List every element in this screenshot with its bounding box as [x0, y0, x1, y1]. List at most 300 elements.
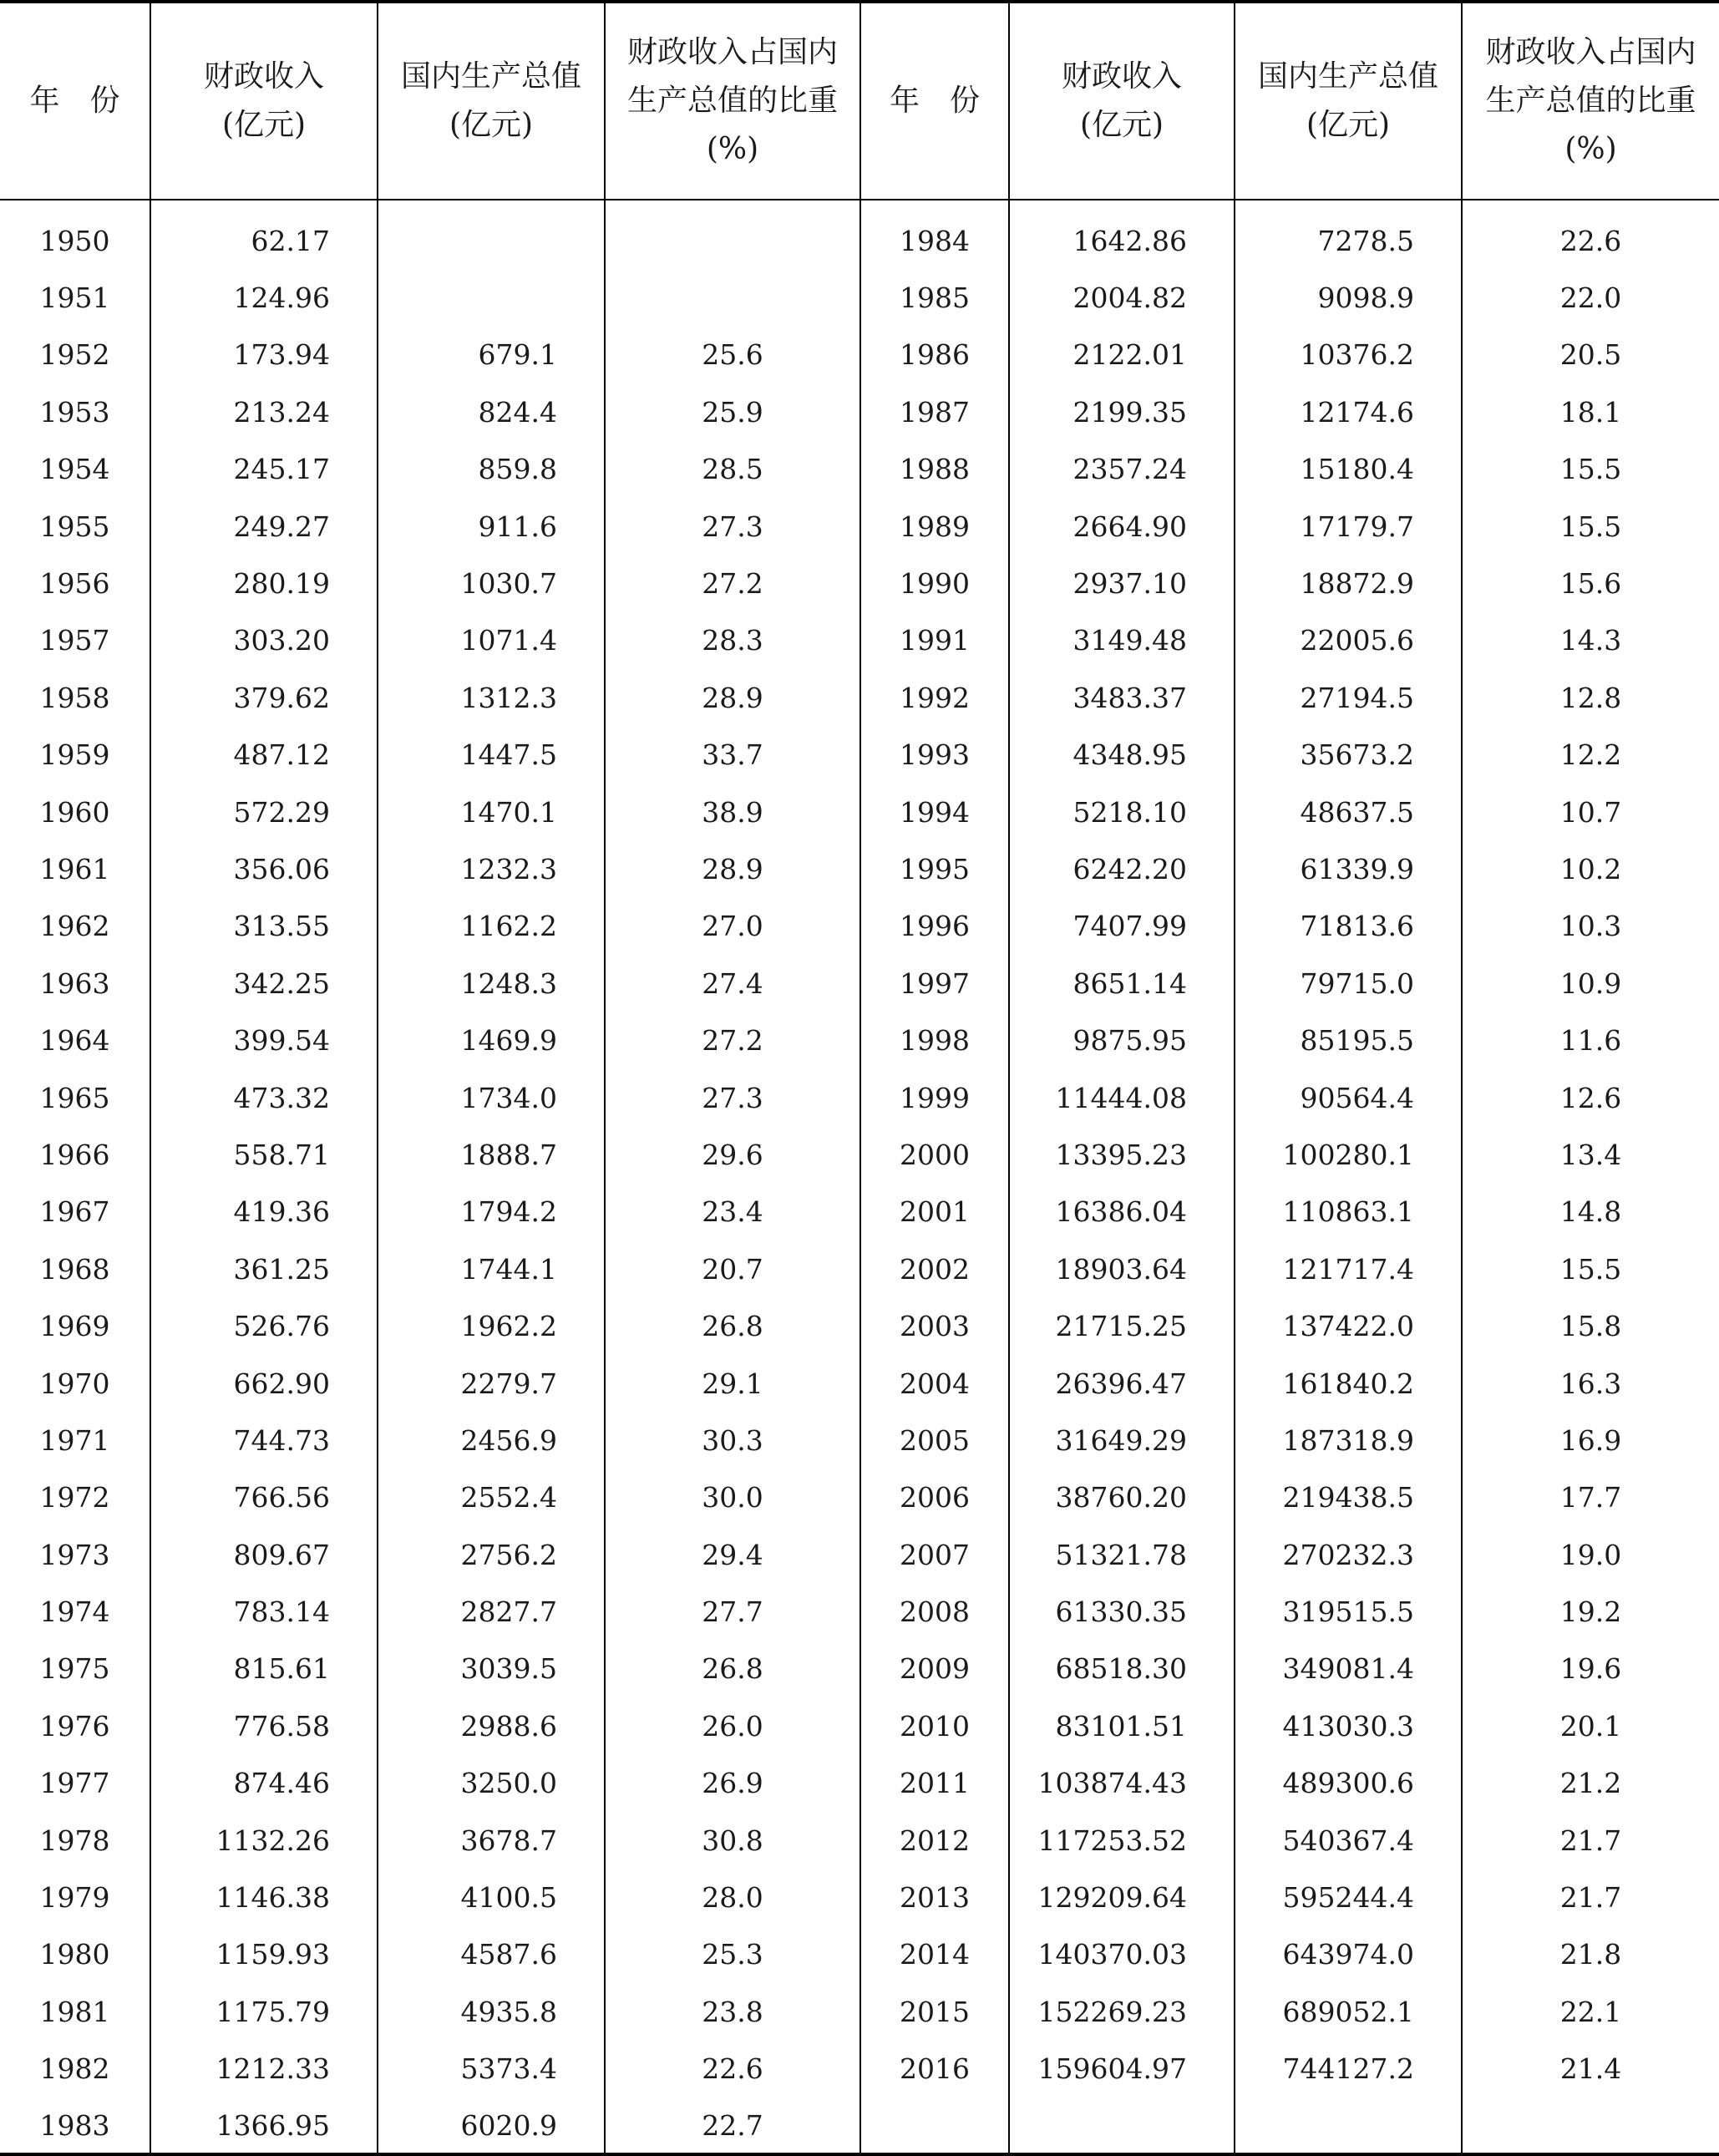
right-revenue-cell: 5218.10 — [1009, 784, 1235, 840]
right-ratio-cell: 15.8 — [1462, 1297, 1719, 1354]
right-revenue-cell: 26396.47 — [1009, 1355, 1235, 1412]
right-revenue-cell: 2664.90 — [1009, 498, 1235, 555]
right-year-cell — [860, 2098, 1009, 2154]
left-year-cell: 1966 — [39, 1138, 110, 1171]
right-year-cell: 1999 — [860, 1069, 1009, 1126]
right-gdp-cell: 540367.4 — [1235, 1812, 1462, 1869]
left-gdp-cell: 4587.6 — [378, 1926, 605, 1983]
right-gdp-cell: 35673.2 — [1235, 727, 1462, 784]
left-revenue-cell: 249.27 — [150, 498, 378, 555]
left-revenue-cell: 526.76 — [150, 1297, 378, 1354]
right-revenue-cell: 2199.35 — [1009, 383, 1235, 440]
left-year-cell: 1950 — [39, 224, 110, 257]
right-ratio-cell: 15.5 — [1462, 441, 1719, 498]
right-year-cell: 1993 — [860, 727, 1009, 784]
right-year-cell: 1991 — [860, 612, 1009, 669]
left-year-cell: 1982 — [39, 2052, 110, 2086]
left-ratio-cell: 28.9 — [605, 840, 860, 897]
right-gdp-cell: 71813.6 — [1235, 898, 1462, 955]
left-year-cell: 1965 — [39, 1081, 110, 1114]
table-row — [0, 1184, 1719, 1240]
left-gdp-cell: 3250.0 — [378, 1755, 605, 1812]
right-revenue-cell: 3483.37 — [1009, 669, 1235, 726]
table-row — [0, 269, 1719, 326]
left-year-cell: 1960 — [39, 795, 110, 829]
left-ratio-cell: 27.4 — [605, 955, 860, 1012]
left-ratio-cell: 22.6 — [605, 2041, 860, 2098]
left-gdp-cell: 4935.8 — [378, 1983, 605, 2040]
left-revenue-cell: 342.25 — [150, 955, 378, 1012]
left-ratio-cell: 25.6 — [605, 327, 860, 383]
right-gdp-cell: 349081.4 — [1235, 1641, 1462, 1697]
right-year-cell: 2006 — [860, 1469, 1009, 1526]
table-row — [0, 784, 1719, 840]
right-gdp-cell: 48637.5 — [1235, 784, 1462, 840]
right-revenue-cell: 38760.20 — [1009, 1469, 1235, 1526]
table-row — [0, 1240, 1719, 1297]
right-year-cell: 1997 — [860, 955, 1009, 1012]
left-year-cell: 1972 — [39, 1481, 110, 1514]
right-year-cell: 2002 — [860, 1240, 1009, 1297]
right-year-cell: 2009 — [860, 1641, 1009, 1697]
table-row — [0, 612, 1719, 669]
left-gdp-cell: 1794.2 — [378, 1184, 605, 1240]
left-gdp-cell: 1030.7 — [378, 555, 605, 611]
right-revenue-cell: 2004.82 — [1009, 269, 1235, 326]
left-gdp-cell: 3678.7 — [378, 1812, 605, 1869]
left-ratio-cell: 30.3 — [605, 1412, 860, 1469]
left-gdp-cell: 1469.9 — [378, 1012, 605, 1068]
left-gdp-cell: 2552.4 — [378, 1469, 605, 1526]
header-ratio-right: 财政收入占国内 生产总值的比重 (%) — [1462, 2, 1719, 200]
table-row — [0, 1355, 1719, 1412]
right-gdp-cell: 744127.2 — [1235, 2041, 1462, 2098]
right-year-cell: 2001 — [860, 1184, 1009, 1240]
table-row — [0, 955, 1719, 1012]
left-year-cell: 1963 — [39, 966, 110, 1000]
table-row — [0, 2098, 1719, 2154]
table-row — [0, 1983, 1719, 2040]
left-ratio-cell: 33.7 — [605, 727, 860, 784]
left-revenue-cell: 744.73 — [150, 1412, 378, 1469]
right-ratio-cell: 22.1 — [1462, 1983, 1719, 2040]
right-year-cell: 1989 — [860, 498, 1009, 555]
right-revenue-cell: 16386.04 — [1009, 1184, 1235, 1240]
right-ratio-cell: 14.3 — [1462, 612, 1719, 669]
right-gdp-cell: 12174.6 — [1235, 383, 1462, 440]
right-gdp-cell: 187318.9 — [1235, 1412, 1462, 1469]
right-ratio-cell: 17.7 — [1462, 1469, 1719, 1526]
left-revenue-cell: 313.55 — [150, 898, 378, 955]
table-row — [0, 1869, 1719, 1925]
right-revenue-cell: 8651.14 — [1009, 955, 1235, 1012]
right-ratio-cell: 15.5 — [1462, 1240, 1719, 1297]
left-ratio-cell: 30.8 — [605, 1812, 860, 1869]
right-year-cell: 2007 — [860, 1526, 1009, 1583]
table-row — [0, 1926, 1719, 1983]
right-ratio-cell: 19.6 — [1462, 1641, 1719, 1697]
right-year-cell: 2016 — [860, 2041, 1009, 2098]
header-gdp-right: 国内生产总值 (亿元) — [1235, 2, 1462, 200]
right-ratio-cell: 21.8 — [1462, 1926, 1719, 1983]
left-ratio-cell: 23.8 — [605, 1983, 860, 2040]
right-year-cell: 1984 — [860, 212, 1009, 269]
left-gdp-cell: 1232.3 — [378, 840, 605, 897]
right-ratio-cell: 15.5 — [1462, 498, 1719, 555]
right-ratio-cell: 21.7 — [1462, 1869, 1719, 1925]
table-header — [0, 2, 1719, 200]
left-year-cell: 1969 — [39, 1310, 110, 1343]
header-gdp: 国内生产总值 (亿元) — [378, 2, 605, 200]
right-gdp-cell: 10376.2 — [1235, 327, 1462, 383]
right-gdp-cell: 79715.0 — [1235, 955, 1462, 1012]
right-gdp-cell: 90564.4 — [1235, 1069, 1462, 1126]
left-ratio-cell: 29.4 — [605, 1526, 860, 1583]
table-row — [0, 327, 1719, 383]
header-revenue-right: 财政收入 (亿元) — [1009, 2, 1235, 200]
left-revenue-cell: 280.19 — [150, 555, 378, 611]
left-gdp-cell: 2279.7 — [378, 1355, 605, 1412]
right-revenue-cell: 152269.23 — [1009, 1983, 1235, 2040]
left-gdp-cell — [378, 269, 605, 326]
left-revenue-cell: 62.17 — [150, 212, 378, 269]
left-gdp-cell: 1744.1 — [378, 1240, 605, 1297]
right-year-cell: 1996 — [860, 898, 1009, 955]
right-ratio-cell: 10.9 — [1462, 955, 1719, 1012]
left-ratio-cell: 27.3 — [605, 498, 860, 555]
right-gdp-cell: 643974.0 — [1235, 1926, 1462, 1983]
table-row — [0, 1697, 1719, 1754]
left-gdp-cell: 1962.2 — [378, 1297, 605, 1354]
header-revenue: 财政收入 (亿元) — [150, 2, 378, 200]
left-gdp-cell: 6020.9 — [378, 2098, 605, 2154]
right-revenue-cell: 68518.30 — [1009, 1641, 1235, 1697]
right-revenue-cell: 21715.25 — [1009, 1297, 1235, 1354]
right-year-cell: 1992 — [860, 669, 1009, 726]
left-gdp-cell: 2827.7 — [378, 1583, 605, 1640]
right-ratio-cell: 20.5 — [1462, 327, 1719, 383]
table-row — [0, 498, 1719, 555]
left-year-cell: 1976 — [39, 1709, 110, 1743]
left-ratio-cell: 26.0 — [605, 1697, 860, 1754]
left-revenue-cell: 379.62 — [150, 669, 378, 726]
right-year-cell: 1985 — [860, 269, 1009, 326]
left-revenue-cell: 173.94 — [150, 327, 378, 383]
left-year-cell: 1970 — [39, 1367, 110, 1400]
right-year-cell: 2014 — [860, 1926, 1009, 1983]
table-body — [0, 200, 1719, 2154]
header-year: 年 份 — [0, 2, 150, 200]
right-revenue-cell: 129209.64 — [1009, 1869, 1235, 1925]
left-gdp-cell: 1470.1 — [378, 784, 605, 840]
left-gdp-cell: 1312.3 — [378, 669, 605, 726]
left-year-cell: 1958 — [39, 681, 110, 714]
left-gdp-cell: 1248.3 — [378, 955, 605, 1012]
left-gdp-cell: 3039.5 — [378, 1641, 605, 1697]
left-revenue-cell: 1146.38 — [150, 1869, 378, 1925]
left-ratio-cell: 27.2 — [605, 1012, 860, 1068]
right-revenue-cell: 13395.23 — [1009, 1126, 1235, 1183]
left-ratio-cell: 26.8 — [605, 1641, 860, 1697]
right-year-cell: 2013 — [860, 1869, 1009, 1925]
left-year-cell: 1977 — [39, 1767, 110, 1800]
left-year-cell: 1971 — [39, 1423, 110, 1457]
left-year-cell: 1979 — [39, 1881, 110, 1915]
right-gdp-cell: 121717.4 — [1235, 1240, 1462, 1297]
left-gdp-cell: 1162.2 — [378, 898, 605, 955]
right-gdp-cell: 61339.9 — [1235, 840, 1462, 897]
right-ratio-cell: 22.0 — [1462, 269, 1719, 326]
left-ratio-cell: 28.5 — [605, 441, 860, 498]
right-year-cell: 2005 — [860, 1412, 1009, 1469]
left-revenue-cell: 245.17 — [150, 441, 378, 498]
right-gdp-cell: 413030.3 — [1235, 1697, 1462, 1754]
right-ratio-cell: 18.1 — [1462, 383, 1719, 440]
left-year-cell: 1954 — [39, 453, 110, 486]
right-year-cell: 1988 — [860, 441, 1009, 498]
table-row — [0, 669, 1719, 726]
right-year-cell: 2000 — [860, 1126, 1009, 1183]
table-row — [0, 898, 1719, 955]
right-ratio-cell: 21.7 — [1462, 1812, 1719, 1869]
right-gdp-cell: 110863.1 — [1235, 1184, 1462, 1240]
left-year-cell: 1955 — [39, 510, 110, 543]
left-year-cell: 1962 — [39, 910, 110, 943]
right-year-cell: 1994 — [860, 784, 1009, 840]
right-ratio-cell: 19.2 — [1462, 1583, 1719, 1640]
right-ratio-cell: 12.2 — [1462, 727, 1719, 784]
right-gdp-cell: 100280.1 — [1235, 1126, 1462, 1183]
right-ratio-cell: 15.6 — [1462, 555, 1719, 611]
right-year-cell: 1995 — [860, 840, 1009, 897]
left-revenue-cell: 662.90 — [150, 1355, 378, 1412]
left-gdp-cell: 1447.5 — [378, 727, 605, 784]
left-ratio-cell: 20.7 — [605, 1240, 860, 1297]
left-ratio-cell: 25.3 — [605, 1926, 860, 1983]
left-revenue-cell: 487.12 — [150, 727, 378, 784]
left-revenue-cell: 303.20 — [150, 612, 378, 669]
left-ratio-cell: 25.9 — [605, 383, 860, 440]
right-revenue-cell: 117253.52 — [1009, 1812, 1235, 1869]
right-ratio-cell — [1462, 2098, 1719, 2154]
left-gdp-cell: 911.6 — [378, 498, 605, 555]
right-year-cell: 2003 — [860, 1297, 1009, 1354]
left-ratio-cell: 28.0 — [605, 1869, 860, 1925]
left-gdp-cell: 1071.4 — [378, 612, 605, 669]
right-gdp-cell: 85195.5 — [1235, 1012, 1462, 1068]
right-revenue-cell: 31649.29 — [1009, 1412, 1235, 1469]
right-ratio-cell: 10.2 — [1462, 840, 1719, 897]
left-ratio-cell: 27.0 — [605, 898, 860, 955]
left-revenue-cell: 1175.79 — [150, 1983, 378, 2040]
left-gdp-cell — [378, 212, 605, 269]
right-revenue-cell: 1642.86 — [1009, 212, 1235, 269]
table-row — [0, 2041, 1719, 2098]
right-year-cell: 2012 — [860, 1812, 1009, 1869]
left-revenue-cell: 572.29 — [150, 784, 378, 840]
left-ratio-cell — [605, 212, 860, 269]
left-gdp-cell: 2988.6 — [378, 1697, 605, 1754]
left-gdp-cell: 824.4 — [378, 383, 605, 440]
right-ratio-cell: 11.6 — [1462, 1012, 1719, 1068]
right-year-cell: 2004 — [860, 1355, 1009, 1412]
left-ratio-cell: 23.4 — [605, 1184, 860, 1240]
left-ratio-cell: 28.3 — [605, 612, 860, 669]
right-revenue-cell: 51321.78 — [1009, 1526, 1235, 1583]
left-revenue-cell: 1132.26 — [150, 1812, 378, 1869]
right-gdp-cell: 689052.1 — [1235, 1983, 1462, 2040]
right-year-cell: 1986 — [860, 327, 1009, 383]
right-year-cell: 2008 — [860, 1583, 1009, 1640]
header-year-right: 年 份 — [860, 2, 1009, 200]
left-revenue-cell: 776.58 — [150, 1697, 378, 1754]
left-year-cell: 1957 — [39, 624, 110, 657]
left-year-cell: 1973 — [39, 1538, 110, 1571]
left-year-cell: 1951 — [39, 282, 110, 315]
left-year-cell: 1978 — [39, 1824, 110, 1857]
right-ratio-cell: 16.9 — [1462, 1412, 1719, 1469]
left-ratio-cell: 22.7 — [605, 2098, 860, 2154]
left-year-cell: 1952 — [39, 338, 110, 372]
right-year-cell: 2015 — [860, 1983, 1009, 2040]
table-row — [0, 383, 1719, 440]
right-ratio-cell: 12.6 — [1462, 1069, 1719, 1126]
left-gdp-cell: 4100.5 — [378, 1869, 605, 1925]
left-gdp-cell: 5373.4 — [378, 2041, 605, 2098]
left-ratio-cell: 27.2 — [605, 555, 860, 611]
right-revenue-cell: 2937.10 — [1009, 555, 1235, 611]
left-ratio-cell: 27.3 — [605, 1069, 860, 1126]
right-gdp-cell: 137422.0 — [1235, 1297, 1462, 1354]
table-row — [0, 1069, 1719, 1126]
left-ratio-cell: 26.9 — [605, 1755, 860, 1812]
left-revenue-cell: 1366.95 — [150, 2098, 378, 2154]
right-ratio-cell: 21.2 — [1462, 1755, 1719, 1812]
left-year-cell: 1956 — [39, 567, 110, 601]
right-gdp-cell: 595244.4 — [1235, 1869, 1462, 1925]
left-gdp-cell: 2756.2 — [378, 1526, 605, 1583]
right-ratio-cell: 10.3 — [1462, 898, 1719, 955]
left-ratio-cell: 30.0 — [605, 1469, 860, 1526]
right-revenue-cell: 140370.03 — [1009, 1926, 1235, 1983]
right-gdp-cell: 15180.4 — [1235, 441, 1462, 498]
left-ratio-cell: 28.9 — [605, 669, 860, 726]
left-gdp-cell: 679.1 — [378, 327, 605, 383]
right-year-cell: 1990 — [860, 555, 1009, 611]
right-ratio-cell: 10.7 — [1462, 784, 1719, 840]
left-year-cell: 1967 — [39, 1195, 110, 1229]
left-year-cell: 1974 — [39, 1595, 110, 1629]
header-ratio: 财政收入占国内 生产总值的比重 (%) — [605, 2, 860, 200]
right-year-cell: 1998 — [860, 1012, 1009, 1068]
left-revenue-cell: 1212.33 — [150, 2041, 378, 2098]
right-revenue-cell: 4348.95 — [1009, 727, 1235, 784]
table-row — [0, 1469, 1719, 1526]
left-ratio-cell: 27.7 — [605, 1583, 860, 1640]
left-revenue-cell: 558.71 — [150, 1126, 378, 1183]
table-row — [0, 840, 1719, 897]
table-row — [0, 727, 1719, 784]
left-ratio-cell — [605, 269, 860, 326]
left-revenue-cell: 473.32 — [150, 1069, 378, 1126]
left-year-cell: 1964 — [39, 1024, 110, 1058]
left-gdp-cell: 2456.9 — [378, 1412, 605, 1469]
table-row — [0, 1812, 1719, 1869]
right-gdp-cell: 161840.2 — [1235, 1355, 1462, 1412]
right-revenue-cell: 83101.51 — [1009, 1697, 1235, 1754]
right-gdp-cell: 9098.9 — [1235, 269, 1462, 326]
left-gdp-cell: 859.8 — [378, 441, 605, 498]
left-ratio-cell: 38.9 — [605, 784, 860, 840]
left-revenue-cell: 783.14 — [150, 1583, 378, 1640]
right-revenue-cell: 11444.08 — [1009, 1069, 1235, 1126]
table-row — [0, 1297, 1719, 1354]
left-year-cell: 1968 — [39, 1252, 110, 1286]
table-row — [0, 1126, 1719, 1183]
right-revenue-cell: 7407.99 — [1009, 898, 1235, 955]
right-gdp-cell: 27194.5 — [1235, 669, 1462, 726]
right-gdp-cell: 219438.5 — [1235, 1469, 1462, 1526]
left-year-cell: 1959 — [39, 738, 110, 772]
right-ratio-cell: 16.3 — [1462, 1355, 1719, 1412]
right-revenue-cell: 2122.01 — [1009, 327, 1235, 383]
right-revenue-cell: 9875.95 — [1009, 1012, 1235, 1068]
right-ratio-cell: 13.4 — [1462, 1126, 1719, 1183]
left-year-cell: 1953 — [39, 395, 110, 429]
right-revenue-cell — [1009, 2098, 1235, 2154]
left-year-cell: 1961 — [39, 852, 110, 885]
right-gdp-cell: 319515.5 — [1235, 1583, 1462, 1640]
left-year-cell: 1981 — [39, 1995, 110, 2028]
right-revenue-cell: 2357.24 — [1009, 441, 1235, 498]
right-revenue-cell: 18903.64 — [1009, 1240, 1235, 1297]
table-row — [0, 1583, 1719, 1640]
right-revenue-cell: 6242.20 — [1009, 840, 1235, 897]
table-row — [0, 1641, 1719, 1697]
right-ratio-cell: 12.8 — [1462, 669, 1719, 726]
left-revenue-cell: 815.61 — [150, 1641, 378, 1697]
right-ratio-cell: 20.1 — [1462, 1697, 1719, 1754]
right-year-cell: 2010 — [860, 1697, 1009, 1754]
table-row — [0, 1755, 1719, 1812]
table-row — [0, 212, 1719, 269]
right-year-cell: 1987 — [860, 383, 1009, 440]
right-ratio-cell: 22.6 — [1462, 212, 1719, 269]
left-revenue-cell: 399.54 — [150, 1012, 378, 1068]
left-year-cell: 1975 — [39, 1652, 110, 1686]
right-gdp-cell: 22005.6 — [1235, 612, 1462, 669]
left-gdp-cell: 1888.7 — [378, 1126, 605, 1183]
right-revenue-cell: 61330.35 — [1009, 1583, 1235, 1640]
table-row — [0, 1526, 1719, 1583]
right-year-cell: 2011 — [860, 1755, 1009, 1812]
right-gdp-cell: 489300.6 — [1235, 1755, 1462, 1812]
right-revenue-cell: 159604.97 — [1009, 2041, 1235, 2098]
right-ratio-cell: 14.8 — [1462, 1184, 1719, 1240]
left-revenue-cell: 1159.93 — [150, 1926, 378, 1983]
left-revenue-cell: 419.36 — [150, 1184, 378, 1240]
left-revenue-cell: 874.46 — [150, 1755, 378, 1812]
right-gdp-cell: 270232.3 — [1235, 1526, 1462, 1583]
left-gdp-cell: 1734.0 — [378, 1069, 605, 1126]
table-row — [0, 441, 1719, 498]
right-ratio-cell: 21.4 — [1462, 2041, 1719, 2098]
table-row — [0, 1012, 1719, 1068]
left-revenue-cell: 766.56 — [150, 1469, 378, 1526]
right-revenue-cell: 3149.48 — [1009, 612, 1235, 669]
right-gdp-cell: 17179.7 — [1235, 498, 1462, 555]
left-ratio-cell: 26.8 — [605, 1297, 860, 1354]
